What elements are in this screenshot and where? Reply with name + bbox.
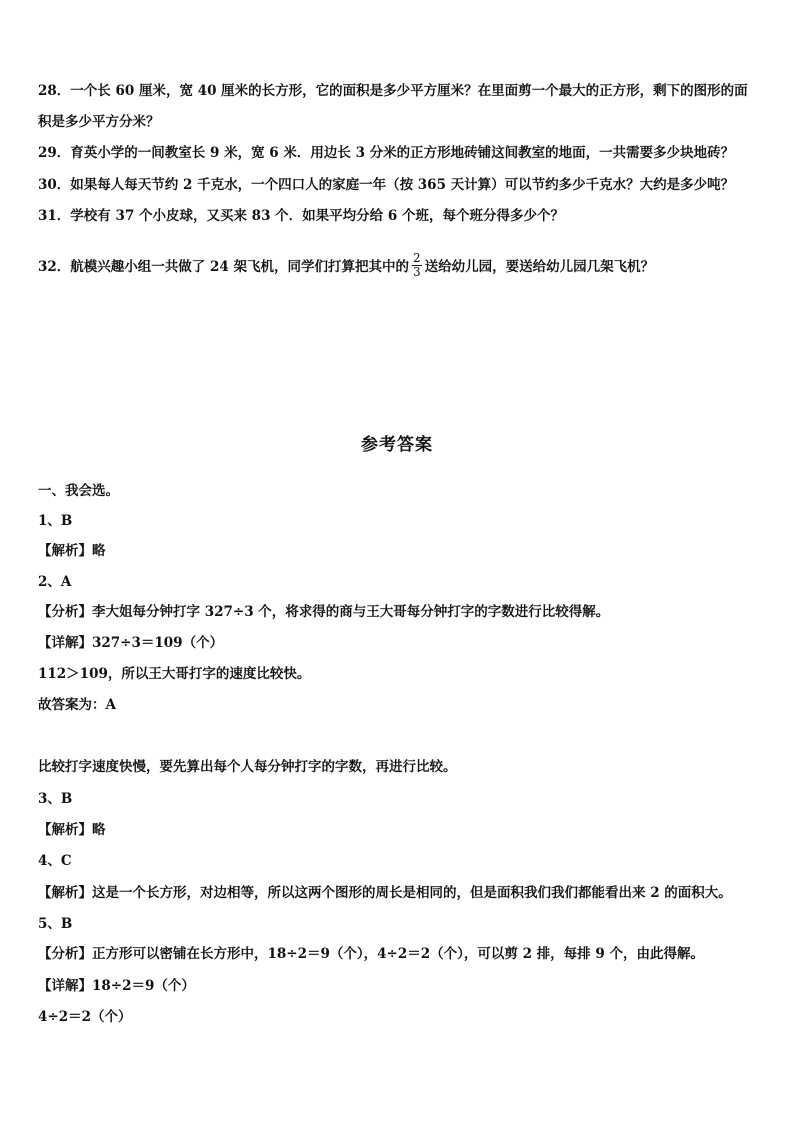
question-31: 31．学校有 37 个小皮球，又买来 83 个．如果平均分给 6 个班，每个班分得多少个？ — [38, 208, 564, 224]
question-28-line-2: 积是多少平方分米？ — [38, 114, 160, 130]
answer-2-detail: 【详解】327÷3＝109（个） — [38, 635, 224, 651]
answer-5: 5、B — [38, 916, 73, 932]
question-32-text-after: 送给幼儿园，要送给幼儿园几架飞机？ — [424, 259, 655, 275]
answers-title: 参考答案 — [361, 435, 433, 455]
answer-4: 4、C — [38, 853, 72, 869]
question-28-line-1: 28．一个长 60 厘米，宽 40 厘米的长方形，它的面积是多少平方厘米？在里面剪一个最大的正方形，剩下的图形的面 — [38, 83, 748, 99]
fraction-numerator: 2 — [412, 251, 421, 265]
answer-1-analysis: 【解析】略 — [38, 543, 106, 559]
answer-2: 2、A — [38, 574, 72, 590]
answer-3: 3、B — [38, 791, 73, 807]
answer-2-comparison: 112＞109，所以王大哥打字的速度比较快。 — [38, 666, 311, 682]
answer-1: 1、B — [38, 513, 73, 529]
answer-5-detail-1: 【详解】18÷2＝9（个） — [38, 978, 195, 994]
answer-5-detail-2: 4÷2＝2（个） — [38, 1009, 132, 1025]
question-29: 29．育英小学的一间教室长 9 米，宽 6 米．用边长 3 分米的正方形地砖铺这间教室的地面，一共需要多少块地砖？ — [38, 145, 735, 161]
answer-5-analysis: 【分析】正方形可以密铺在长方形中，18÷2＝9（个），4÷2＝2（个），可以剪 2 排，每排 9 个，由此得解。 — [38, 946, 704, 962]
answer-4-analysis: 【解析】这是一个长方形，对边相等，所以这两个图形的周长是相同的，但是面积我们我们都能看出来 2 的面积大。 — [38, 885, 732, 901]
fraction — [412, 252, 422, 279]
question-30: 30．如果每人每天节约 2 千克水，一个四口人的家庭一年（按 365 天计算）可以节约多少千克水？大约是多少吨？ — [38, 177, 735, 193]
answer-2-conclusion: 故答案为：A — [38, 697, 116, 713]
question-32-text-before: 32．航模兴趣小组一共做了 24 架飞机，同学们打算把其中的 — [38, 259, 409, 275]
question-32 — [38, 251, 655, 281]
fraction-denominator: 3 — [412, 265, 421, 279]
answer-2-note: 比较打字速度快慢，要先算出每个人每分钟打字的字数，再进行比较。 — [38, 759, 457, 775]
answer-section-heading: 一、我会选。 — [38, 483, 119, 499]
answer-3-analysis: 【解析】略 — [38, 822, 106, 838]
answer-2-analysis: 【分析】李大姐每分钟打字 327÷3 个，将求得的商与王大哥每分钟打字的字数进行比较得解。 — [38, 604, 610, 620]
